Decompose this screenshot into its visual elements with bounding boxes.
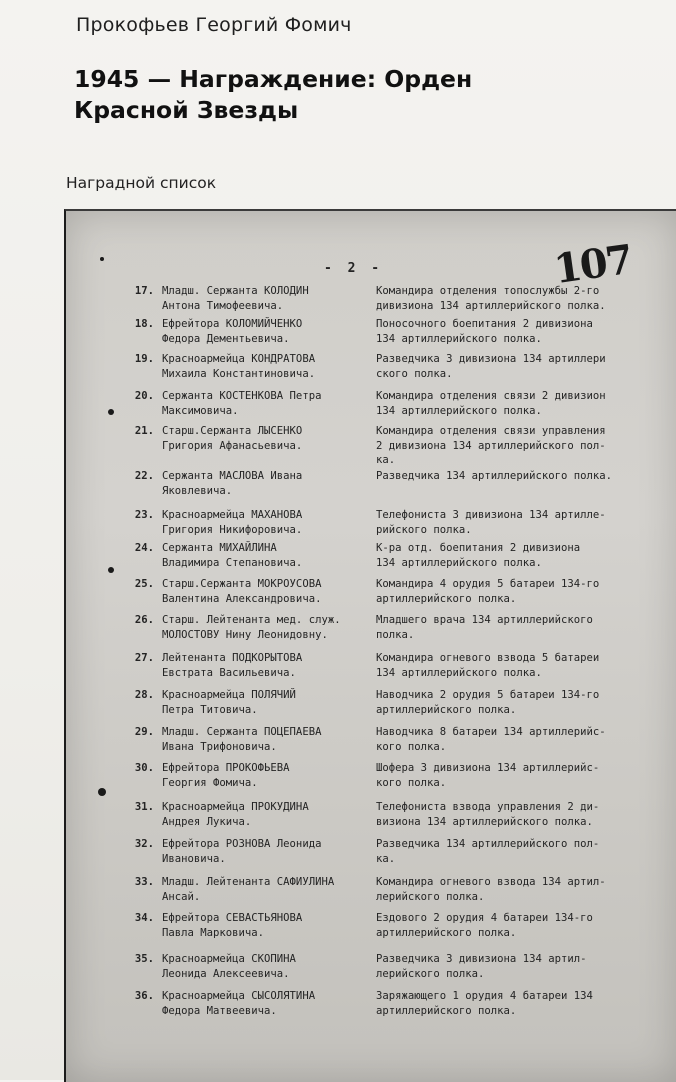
entry-number: 24. (134, 542, 154, 554)
entry-position-line: ка. (376, 454, 396, 466)
entry-position-line: Разведчика 134 артиллерийского полка. (376, 470, 612, 482)
entry-position (376, 911, 676, 940)
award-entry (66, 911, 676, 947)
entry-name-line: Ефрейтора СЕВАСТЬЯНОВА (162, 912, 303, 924)
entry-position-line: Разведчика 3 дивизиона 134 артил- (376, 953, 587, 965)
entry-position-line: Ездового 2 орудия 4 батареи 134-го (376, 912, 593, 924)
entry-name-line: Ефрейтора КОЛОМИЙЧЕНКО (162, 318, 303, 330)
award-entry (66, 352, 676, 388)
entry-number: 31. (134, 801, 154, 813)
award-list-scan (64, 209, 676, 1082)
entry-recipient (162, 317, 382, 346)
award-entry (66, 613, 676, 649)
entry-recipient (162, 989, 382, 1018)
entry-position-line: Телефониста взвода управления 2 ди- (376, 801, 600, 813)
entry-number: 18. (134, 318, 154, 330)
entry-position-line: ка. (376, 852, 396, 865)
section-label: Наградной список (66, 174, 217, 192)
entry-name-line: Старш. Лейтенанта мед. служ. (162, 614, 341, 626)
entry-position (376, 800, 676, 829)
entry-name-line: Федора Дементьевича. (162, 332, 290, 345)
entry-name-line: Ивановича. (162, 852, 226, 865)
entry-position-line: артиллерийского полка. (376, 926, 517, 939)
entry-name-line: Сержанта КОСТЕНКОВА Петра (162, 390, 322, 402)
award-title: 1945 — Награждение: Орден Красной Звезды (74, 65, 473, 124)
entry-recipient (162, 541, 382, 570)
entry-recipient (162, 875, 382, 904)
entry-name-line: Федора Матвеевича. (162, 1004, 277, 1017)
entry-position-line: 2 дивизиона 134 артиллерийского пол- (376, 439, 606, 452)
entry-position-line: Наводчика 2 орудия 5 батареи 134-го (376, 689, 600, 701)
entry-position-line: лерийского полка. (376, 967, 485, 980)
award-entry (66, 577, 676, 613)
entry-position-line: 134 артиллерийского полка. (376, 556, 542, 569)
entry-position-line: артиллерийского полка. (376, 703, 517, 716)
entry-position-line: Разведчика 134 артиллерийского пол- (376, 838, 600, 850)
entry-position (376, 651, 676, 680)
entry-name-line: Красноармейца СЫСОЛЯТИНА (162, 990, 316, 1002)
award-entry (66, 952, 676, 988)
entry-name-line: Григория Никифоровича. (162, 523, 303, 536)
entry-position-line: Командира отделения связи 2 дивизион (376, 390, 606, 402)
entry-number: 25. (134, 578, 154, 590)
award-entry (66, 651, 676, 687)
entry-name-line: Петра Титовича. (162, 703, 258, 716)
entry-recipient (162, 508, 382, 537)
entry-position-line: лерийского полка. (376, 890, 485, 903)
entry-position (376, 875, 676, 904)
entry-name-line: Павла Марковича. (162, 926, 265, 939)
entry-position-line: Телефониста 3 дивизиона 134 артилле- (376, 509, 606, 521)
entry-name-line: Младш. Сержанта КОЛОДИН (162, 285, 309, 297)
entry-position (376, 284, 676, 313)
entry-number: 27. (134, 652, 154, 664)
entry-position-line: Младшего врача 134 артиллерийского (376, 614, 593, 626)
entry-position (376, 688, 676, 717)
entry-recipient (162, 725, 382, 754)
entry-recipient (162, 577, 382, 606)
entry-number: 34. (134, 912, 154, 924)
entry-recipient (162, 761, 382, 790)
award-entry (66, 508, 676, 544)
entry-name-line: МОЛОСТОВУ Нину Леонидовну. (162, 628, 328, 641)
award-entry (66, 284, 676, 320)
entry-position-line: Командира отделения связи управления (376, 425, 606, 437)
entry-position (376, 613, 676, 642)
entry-position (376, 389, 676, 418)
entry-name-line: Красноармейца ПРОКУДИНА (162, 801, 309, 813)
entry-recipient (162, 688, 382, 717)
entry-position (376, 989, 676, 1018)
entry-name-line: Ансай. (162, 890, 201, 903)
entry-recipient (162, 952, 382, 981)
entry-name-line: Андрея Лукича. (162, 815, 252, 828)
award-entry (66, 541, 676, 577)
entry-position-line: Шофера 3 дивизиона 134 артиллерийс- (376, 762, 600, 774)
entry-number: 32. (134, 838, 154, 850)
entry-number: 35. (134, 953, 154, 965)
entry-name-line: Михаила Константиновича. (162, 367, 316, 380)
entry-name-line: Старш.Сержанта МОКРОУСОВА (162, 578, 322, 590)
entry-position-line: визиона 134 артиллерийского полка. (376, 815, 593, 828)
entry-position-line: полка. (376, 628, 415, 641)
award-entry (66, 761, 676, 797)
entry-recipient (162, 800, 382, 829)
entry-name-line: Младш. Лейтенанта САФИУЛИНА (162, 876, 335, 888)
entry-position-line: 134 артиллерийского полка. (376, 666, 542, 679)
entry-position-line: артиллерийского полка. (376, 592, 517, 605)
entry-name-line: Григория Афанасьевича. (162, 439, 303, 452)
entry-position-line: 134 артиллерийского полка. (376, 332, 542, 345)
entry-recipient (162, 837, 382, 866)
entry-recipient (162, 284, 382, 313)
entry-number: 19. (134, 353, 154, 365)
entry-position (376, 837, 676, 866)
entry-name-line: Владимира Степановича. (162, 556, 303, 569)
entry-recipient (162, 352, 382, 381)
entry-position-line: Заряжающего 1 орудия 4 батареи 134 (376, 990, 593, 1002)
entry-name-line: Сержанта МАСЛОВА Ивана (162, 470, 303, 482)
award-entry (66, 424, 676, 466)
entry-number: 23. (134, 509, 154, 521)
entry-position-line: рийского полка. (376, 523, 472, 536)
entry-position-line: дивизиона 134 артиллерийского полка. (376, 299, 606, 312)
award-entry (66, 875, 676, 911)
entry-position (376, 761, 676, 790)
entry-name-line: Красноармейца ПОЛЯЧИЙ (162, 689, 296, 701)
entry-position-line: кого полка. (376, 740, 447, 753)
entry-position-line: 134 артиллерийского полка. (376, 404, 542, 417)
entry-name-line: Ефрейтора РОЗНОВА Леонида (162, 838, 322, 850)
header-person-name: Прокофьев Георгий Фомич (76, 14, 352, 36)
entry-recipient (162, 469, 382, 498)
entry-name-line: Антона Тимофеевича. (162, 299, 284, 312)
entry-name-line: Старш.Сержанта ЛЫСЕНКО (162, 425, 303, 437)
award-entry (66, 800, 676, 836)
entry-number: 22. (134, 470, 154, 482)
entry-name-line: Ивана Трифоновича. (162, 740, 277, 753)
entry-number: 17. (134, 285, 154, 297)
entry-name-line: Максимовича. (162, 404, 239, 417)
entry-number: 36. (134, 990, 154, 1002)
entry-name-line: Леонида Алексеевича. (162, 967, 290, 980)
ink-spot (100, 257, 104, 261)
entry-number: 29. (134, 726, 154, 738)
entry-position-line: Командира 4 орудия 5 батареи 134-го (376, 578, 600, 590)
entry-name-line: Красноармейца СКОПИНА (162, 953, 296, 965)
entry-number: 21. (134, 425, 154, 437)
entry-position (376, 725, 676, 754)
entry-name-line: Георгия Фомича. (162, 776, 258, 789)
award-entry (66, 688, 676, 724)
entry-position (376, 541, 676, 570)
entry-number: 33. (134, 876, 154, 888)
entry-position-line: ского полка. (376, 367, 453, 380)
entry-position (376, 577, 676, 606)
entry-position (376, 952, 676, 981)
entry-number: 28. (134, 689, 154, 701)
entry-position-line: Наводчика 8 батареи 134 артиллерийс- (376, 726, 606, 738)
entry-position-line: кого полка. (376, 776, 447, 789)
handwritten-number: 107 (551, 235, 635, 294)
award-entry (66, 389, 676, 425)
award-entry (66, 469, 676, 505)
entry-name-line: Яковлевича. (162, 484, 233, 497)
entry-position (376, 469, 676, 484)
entry-position-line: Поносочного боепитания 2 дивизиона (376, 318, 593, 330)
entry-position-line: Разведчика 3 дивизиона 134 артиллери (376, 353, 606, 365)
entry-recipient (162, 613, 382, 642)
entry-position-line: К-ра отд. боепитания 2 дивизиона (376, 542, 581, 554)
entry-position-line: артиллерийского полка. (376, 1004, 517, 1017)
entry-position (376, 508, 676, 537)
entry-position-line: Командира отделения топослужбы 2-го (376, 285, 600, 297)
entry-number: 20. (134, 390, 154, 402)
entry-position-line: Командира огневого взвода 5 батареи (376, 652, 600, 664)
award-entry (66, 837, 676, 873)
entry-name-line: Валентина Александровича. (162, 592, 322, 605)
entry-name-line: Ефрейтора ПРОКОФЬЕВА (162, 762, 290, 774)
entry-name-line: Лейтенанта ПОДКОРЫТОВА (162, 652, 303, 664)
entry-number: 26. (134, 614, 154, 626)
entry-name-line: Красноармейца МАХАНОВА (162, 509, 303, 521)
award-entry (66, 989, 676, 1025)
entry-name-line: Красноармейца КОНДРАТОВА (162, 353, 316, 365)
entry-position (376, 317, 676, 346)
entry-position (376, 424, 676, 468)
entry-recipient (162, 651, 382, 680)
award-entry (66, 725, 676, 761)
entry-recipient (162, 911, 382, 940)
award-entry (66, 317, 676, 353)
entry-name-line: Младш. Сержанта ПОЦЕПАЕВА (162, 726, 322, 738)
entry-recipient (162, 389, 382, 418)
entry-name-line: Сержанта МИХАЙЛИНА (162, 542, 277, 554)
entry-recipient (162, 424, 382, 453)
entry-name-line: Евстрата Васильевича. (162, 666, 296, 679)
page-number: - 2 - (324, 261, 384, 276)
entry-position (376, 352, 676, 381)
entry-number: 30. (134, 762, 154, 774)
entry-position-line: Командира огневого взвода 134 артил- (376, 876, 606, 888)
